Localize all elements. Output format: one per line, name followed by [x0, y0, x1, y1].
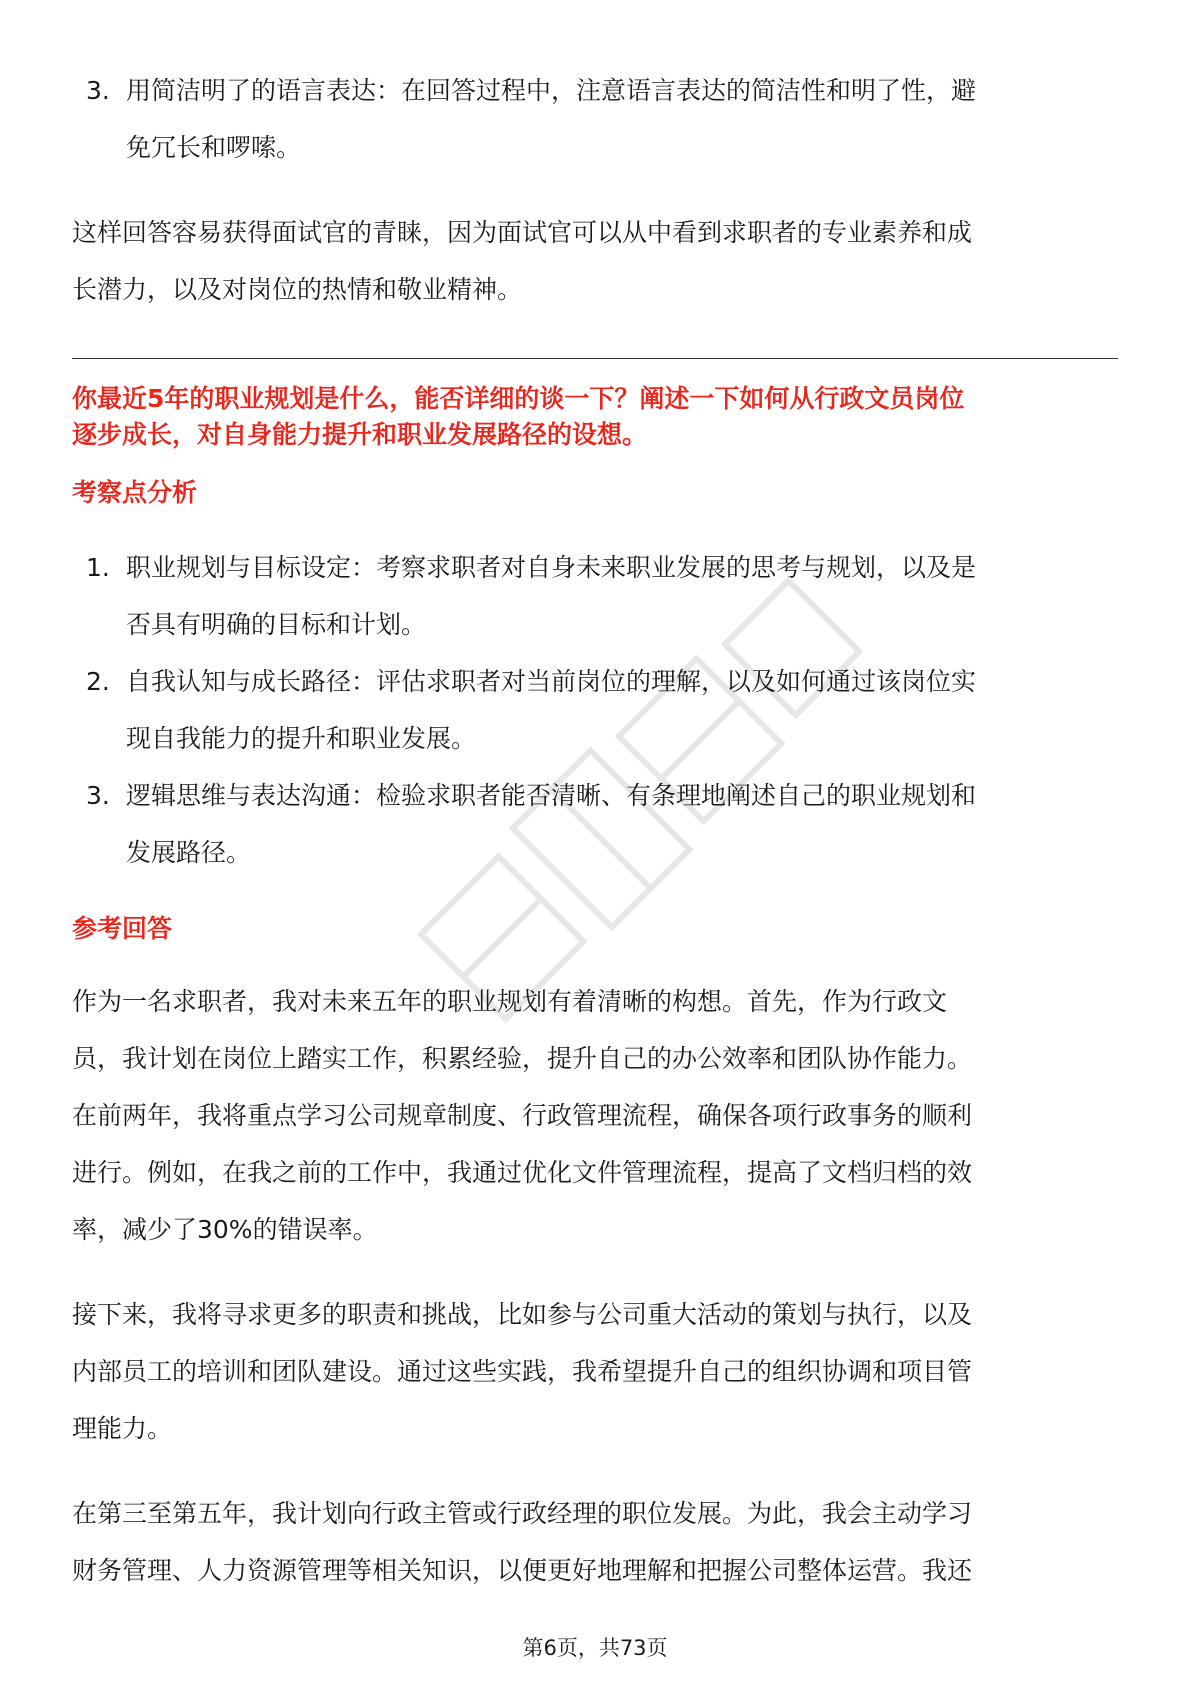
- analysis-heading: 考察点分析: [72, 478, 198, 507]
- list-number: 2.: [86, 667, 110, 696]
- answer-paragraph-1: [72, 973, 1118, 1258]
- answer-paragraph-3: [72, 1485, 1118, 1599]
- paragraph-line: 率，减少了30%的错误率。: [72, 1215, 378, 1244]
- page-footer: 第6页，共73页: [522, 1636, 668, 1660]
- question-line: 你最近5年的职业规划是什么，能否详细的谈一下？阐述一下如何从行政文员岗位: [72, 384, 965, 413]
- list-text-line: 否具有明确的目标和计划。: [126, 610, 427, 639]
- list-item: [72, 539, 1118, 653]
- question-title: [72, 381, 1118, 453]
- list-text-line: 职业规划与目标设定：考察求职者对自身未来职业发展的思考与规划，以及是: [126, 553, 977, 582]
- answer-paragraph-2: [72, 1286, 1118, 1457]
- paragraph-line: 在第三至第五年，我计划向行政主管或行政经理的职位发展。为此，我会主动学习: [72, 1499, 973, 1528]
- list-item: [72, 767, 1118, 881]
- list-item: [72, 653, 1118, 767]
- paragraph-line: 员，我计划在岗位上踏实工作，积累经验，提升自己的办公效率和团队协作能力。: [72, 1044, 973, 1073]
- paragraph-line: 作为一名求职者，我对未来五年的职业规划有着清晰的构想。首先，作为行政文: [72, 987, 948, 1016]
- paragraph-line: 进行。例如，在我之前的工作中，我通过优化文件管理流程，提高了文档归档的效: [72, 1158, 973, 1187]
- top-list: [72, 62, 1118, 176]
- paragraph-line: 在前两年，我将重点学习公司规章制度、行政管理流程，确保各项行政事务的顺利: [72, 1101, 973, 1130]
- list-text-line: 现自我能力的提升和职业发展。: [126, 724, 477, 753]
- list-text-line: 发展路径。: [126, 838, 252, 867]
- paragraph-line: 理能力。: [72, 1414, 173, 1443]
- question-line: 逐步成长，对自身能力提升和职业发展路径的设想。: [72, 420, 648, 449]
- paragraph-line: 财务管理、人力资源管理等相关知识，以便更好地理解和把握公司整体运营。我还: [72, 1556, 973, 1585]
- paragraph-line: 接下来，我将寻求更多的职责和挑战，比如参与公司重大活动的策划与执行，以及: [72, 1300, 973, 1329]
- answer-heading: 参考回答: [72, 914, 173, 943]
- paragraph-line: 内部员工的培训和团队建设。通过这些实践，我希望提升自己的组织协调和项目管: [72, 1357, 973, 1386]
- paragraph-line: 这样回答容易获得面试官的青睐，因为面试官可以从中看到求职者的专业素养和成: [72, 218, 973, 247]
- list-text-line: 自我认知与成长路径：评估求职者对当前岗位的理解，以及如何通过该岗位实: [126, 667, 977, 696]
- list-text-line: 用简洁明了的语言表达：在回答过程中，注意语言表达的简洁性和明了性，避: [126, 76, 977, 105]
- analysis-list: [72, 539, 1118, 881]
- paragraph-line: 长潜力，以及对岗位的热情和敬业精神。: [72, 275, 523, 304]
- document-page: [72, 62, 1118, 1599]
- list-number: 1.: [86, 553, 110, 582]
- list-text-line: 免冗长和啰嗦。: [126, 133, 302, 162]
- list-text-line: 逻辑思维与表达沟通：检验求职者能否清晰、有条理地阐述自己的职业规划和: [126, 781, 977, 810]
- list-number: 3.: [86, 76, 110, 105]
- intro-paragraph: [72, 204, 1118, 318]
- list-number: 3.: [86, 781, 110, 810]
- list-item: [72, 62, 1118, 176]
